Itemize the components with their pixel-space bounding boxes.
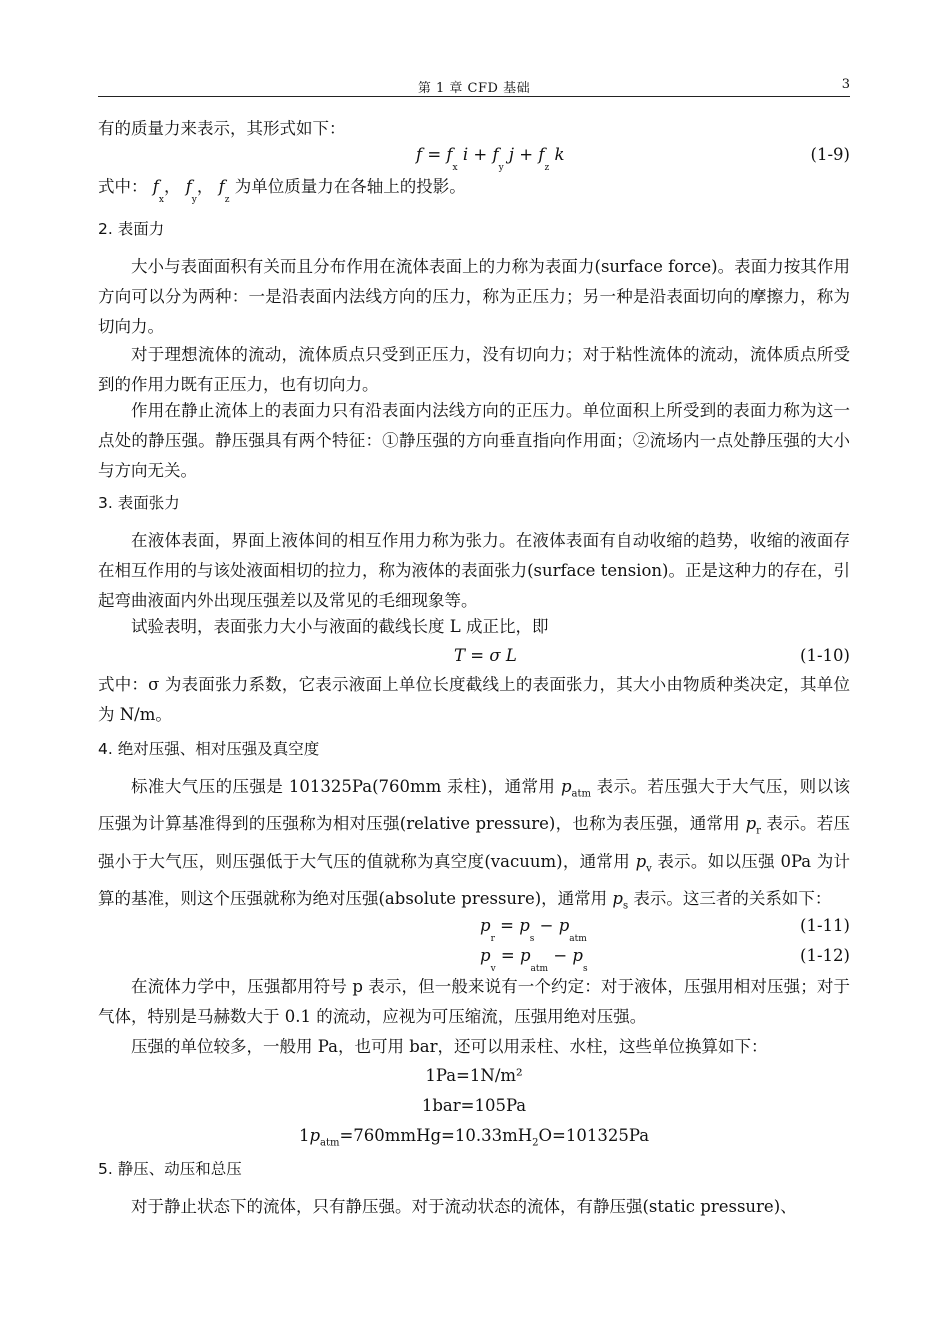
paragraph-units: 压强的单位较多，一般用 Pa，也可用 bar，还可以用汞柱、水柱，这些单位换算如下： (131, 1037, 768, 1056)
chapter-title: 第 1 章 CFD 基础 (417, 81, 531, 96)
section-heading-3: 3. 表面张力 (98, 494, 180, 512)
section-heading-5: 5. 静压、动压和总压 (98, 1160, 242, 1178)
paragraph-static-dynamic: 对于静止状态下的流体，只有静压强。对于流动状态的流体，有静压强(static pressure)、 (131, 1197, 797, 1216)
unit-conversion-2: 1bar=105Pa (421, 1096, 527, 1115)
unit-conversion-1: 1Pa=1N/m² (425, 1066, 523, 1085)
equation-body: T = σ L (454, 646, 517, 665)
equation-1-11 (98, 912, 850, 944)
equation-body: $p_v = p_{atm} - p_s$ (480, 946, 588, 974)
intro-line: 有的质量力来表示，其形式如下： (98, 119, 346, 138)
equation-body: $p_r = p_s - p_{atm}$ (480, 916, 587, 944)
fxyz-line: 式中： $f_x$， $f_y$， $f_z$ 为单位质量力在各轴上的投影。 (98, 177, 466, 205)
running-header (98, 74, 850, 97)
paragraph-pressure-definitions: 标准大气压的压强是 101325Pa(760mm 汞柱)，通常用 $p_{atm}$ 表示。若压强大于大气压，则以该压强为计算基准得到的压强称为相对压强(relative pressure)，也称为表压强，通常用 $p_r$ 表示。若压强小于大气压，则压强低于大气压的值就称为真空度(vacuum)，通常用 $p_v$ 表示。如以压强 0Pa 为计算的基准，则这个压强就称为绝对压强(absolute pressure)，通常用 $p_s$ 表示。这三者的关系如下： (98, 777, 850, 912)
section-heading-4: 4. 绝对压强、相对压强及真空度 (98, 740, 320, 758)
paragraph-static-pressure: 作用在静止流体上的表面力只有沿表面内法线方向的正压力。单位面积上所受到的表面力称为这一点处的静压强。静压强具有两个特征：①静压强的方向垂直指向作用面；②流场内一点处静压强的大小与方向无关。 (98, 401, 850, 480)
equation-1-10 (98, 642, 850, 670)
section-heading-2: 2. 表面力 (98, 220, 165, 238)
page-number: 3 (841, 77, 850, 92)
paragraph-surface-tension: 在液体表面，界面上液体间的相互作用力称为张力。在液体表面有自动收缩的趋势，收缩的液面存在相互作用的与该处液面相切的拉力，称为液体的表面张力(surface tension)。正是这种力的存在，引起弯曲液面内外出现压强差以及常见的毛细现象等。 (98, 531, 850, 610)
paragraph-sigma: 式中：σ 为表面张力系数，它表示液面上单位长度截线上的表面张力，其大小由物质种类决定，其单位为 N/m。 (98, 675, 850, 724)
unit-conversion-3: $1p_{atm}=760mmHg=10.33mH_2O=101325Pa$ (298, 1126, 650, 1149)
equation-1-12 (98, 942, 850, 974)
equation-body: $f = f_x$ $i + f_y$ $j + f_z$ k (416, 145, 565, 173)
paragraph-ideal-fluid: 对于理想流体的流动，流体质点只受到正压力，没有切向力；对于粘性流体的流动，流体质点所受到的作用力既有正压力，也有切向力。 (98, 345, 850, 394)
paragraph-experiment: 试验表明，表面张力大小与液面的截线长度 L 成正比，即 (131, 617, 549, 636)
equation-number: (1-9) (810, 145, 850, 164)
equation-number: (1-11) (800, 916, 850, 935)
equation-number: (1-12) (800, 946, 850, 965)
equation-1-9 (98, 141, 850, 173)
paragraph-surface-force: 大小与表面面积有关而且分布作用在流体表面上的力称为表面力(surface force)。表面力按其作用方向可以分为两种：一是沿表面内法线方向的压力，称为正压力；另一种是沿表面切向的摩擦力，称为切向力。 (98, 257, 850, 336)
equation-number: (1-10) (800, 646, 850, 665)
paragraph-pressure-convention: 在流体力学中，压强都用符号 p 表示，但一般来说有一个约定：对于液体，压强用相对压强；对于气体，特别是马赫数大于 0.1 的流动，应视为可压缩流，压强用绝对压强。 (98, 977, 850, 1026)
